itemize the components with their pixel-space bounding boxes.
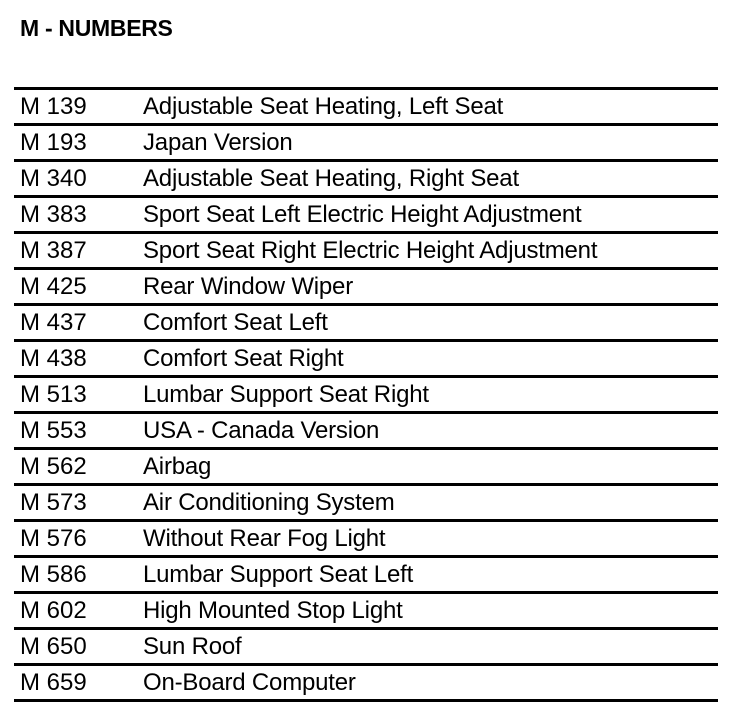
option-description: Lumbar Support Seat Right: [143, 380, 429, 408]
option-code: M 513: [20, 380, 87, 408]
option-code: M 650: [20, 632, 87, 660]
option-code: M 438: [20, 344, 87, 372]
table-row: [14, 270, 718, 306]
option-description: Airbag: [143, 452, 212, 480]
table-row: [14, 342, 718, 378]
option-code: M 139: [20, 92, 87, 120]
option-code: M 437: [20, 308, 87, 336]
option-description: Without Rear Fog Light: [143, 524, 386, 552]
option-description: USA - Canada Version: [143, 416, 380, 444]
option-code: M 562: [20, 452, 87, 480]
option-description: Sport Seat Right Electric Height Adjustment: [143, 236, 598, 264]
option-description: Air Conditioning System: [143, 488, 395, 516]
table-row: [14, 90, 718, 126]
option-description: Lumbar Support Seat Left: [143, 560, 414, 588]
option-code: M 586: [20, 560, 87, 588]
m-numbers-table: [14, 87, 718, 702]
option-code: M 553: [20, 416, 87, 444]
option-description: Sun Roof: [143, 632, 242, 660]
option-code: M 573: [20, 488, 87, 516]
option-code: M 602: [20, 596, 87, 624]
table-row: [14, 630, 718, 666]
option-code: M 425: [20, 272, 87, 300]
table-row: [14, 558, 718, 594]
option-description: Comfort Seat Left: [143, 308, 328, 336]
option-code: M 193: [20, 128, 87, 156]
table-row: [14, 198, 718, 234]
option-description: High Mounted Stop Light: [143, 596, 403, 624]
option-description: Adjustable Seat Heating, Left Seat: [143, 92, 504, 120]
table-row: [14, 450, 718, 486]
table-row: [14, 594, 718, 630]
option-code: M 576: [20, 524, 87, 552]
table-row: [14, 306, 718, 342]
option-description: Adjustable Seat Heating, Right Seat: [143, 164, 519, 192]
page-title: M - NUMBERS: [20, 15, 173, 41]
option-description: On-Board Computer: [143, 668, 356, 696]
table-row: [14, 486, 718, 522]
table-row: [14, 234, 718, 270]
option-description: Japan Version: [143, 128, 293, 156]
option-code: M 340: [20, 164, 87, 192]
table-row: [14, 126, 718, 162]
table-row: [14, 414, 718, 450]
table-row: [14, 522, 718, 558]
option-code: M 387: [20, 236, 87, 264]
table-row: [14, 378, 718, 414]
table-row: [14, 666, 718, 699]
option-code: M 659: [20, 668, 87, 696]
option-code: M 383: [20, 200, 87, 228]
option-description: Sport Seat Left Electric Height Adjustment: [143, 200, 582, 228]
table-row: [14, 162, 718, 198]
option-description: Rear Window Wiper: [143, 272, 353, 300]
option-description: Comfort Seat Right: [143, 344, 344, 372]
